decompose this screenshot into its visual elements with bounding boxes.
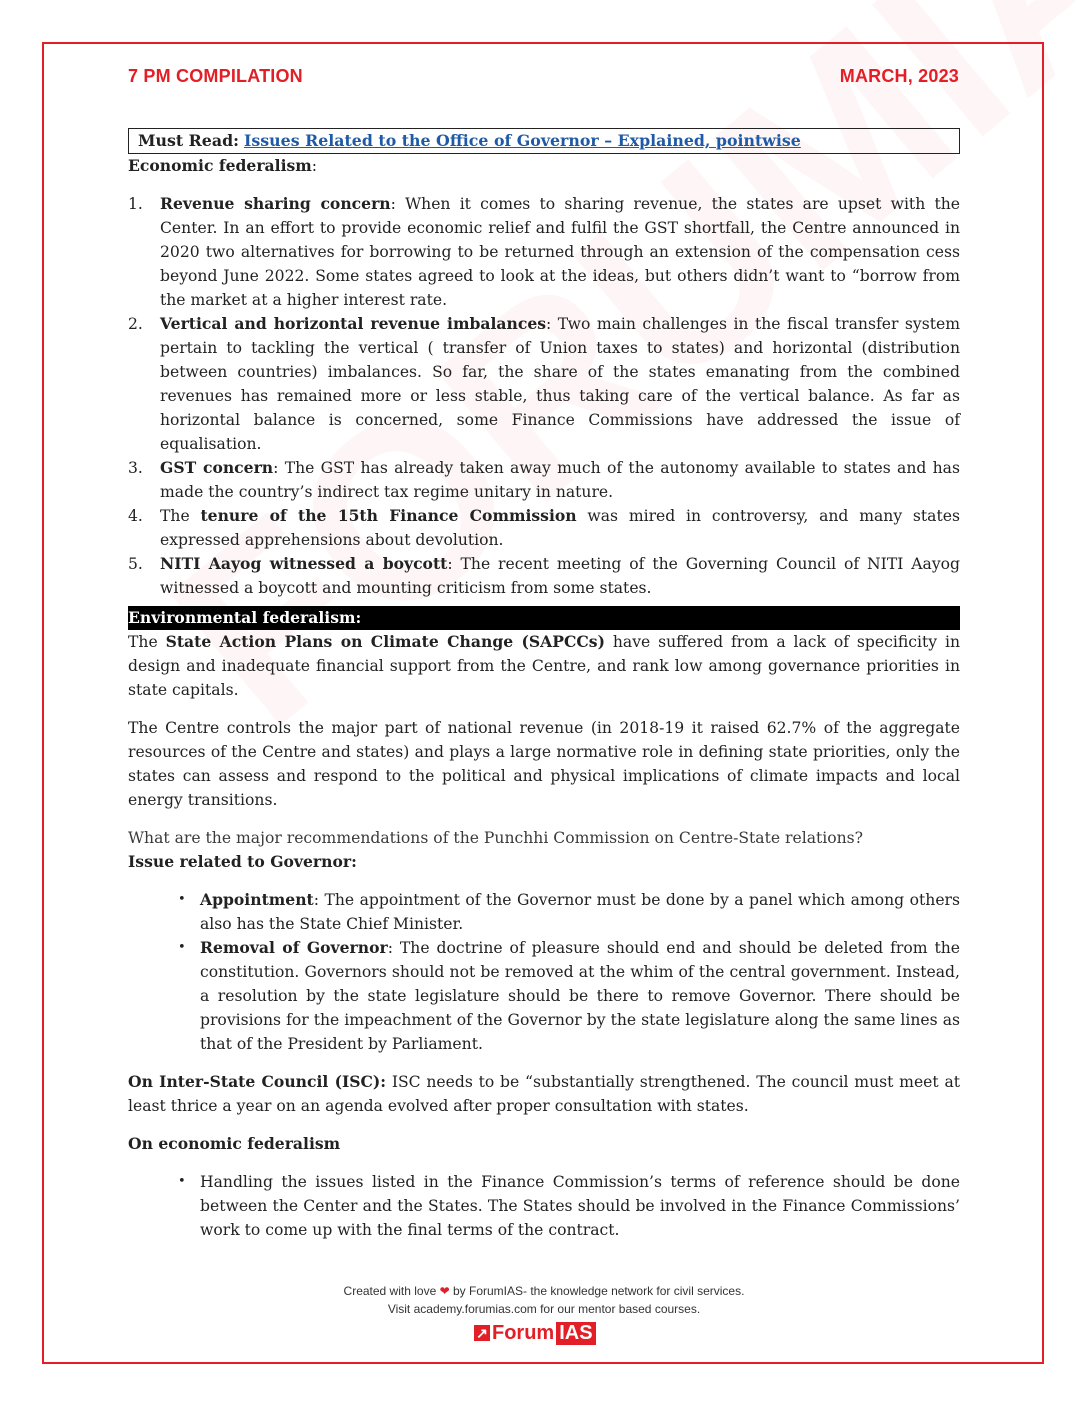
economic-federalism-heading: Economic federalism: [128, 156, 318, 175]
economic-federalism-recommendations [128, 1170, 960, 1242]
list-item: • Appointment: The appointment of the Governor must be done by a panel which among others also has the State Chief Minister. [178, 890, 960, 933]
punchhi-question: What are the major recommendations of the Punchhi Commission on Centre-State relations? [128, 829, 864, 847]
governor-list [128, 888, 960, 1056]
centre-revenue-paragraph: The Centre controls the major part of national revenue (in 2018-19 it raised 62.7% of the aggregate resources of the Centre and states) and plays a large normative role in defining state priorities, only the states can assess and respond to the political and physical implications of climate impacts and local energy transitions. [128, 719, 960, 809]
economic-federalism-list [128, 192, 960, 600]
page-content [128, 128, 960, 1242]
forumias-logo: ↗ Forum IAS [474, 1322, 596, 1344]
arrow-icon: ↗ [474, 1325, 490, 1341]
header-date: MARCH, 2023 [839, 66, 959, 86]
must-read-label: Must Read: [138, 131, 239, 150]
list-item: 1. Revenue sharing concern: When it comes to sharing revenue, the states are upset with the Center. In an effort to provide economic relief and fulfil the GST shortfall, the Centre announced in 2020 two alternatives for borrowing to be returned through an extension of the compensation cess beyond June 2022. Some states agreed to look at the ideas, but others didn’t want to “borrow from the market at a higher interest rate. [128, 194, 961, 309]
isc-paragraph: On Inter-State Council (ISC): ISC needs to be “substantially strengthened. The council must meet at least thrice a year on an agenda evolved after proper consultation with states. [128, 1072, 961, 1115]
governor-heading: Issue related to Governor: [128, 852, 357, 871]
economic-federalism-subheading: On economic federalism [128, 1134, 341, 1153]
must-read-link[interactable]: Issues Related to the Office of Governor – Explained, pointwise [243, 131, 801, 150]
list-item: • Handling the issues listed in the Finance Commission’s terms of reference should be done between the Center and the States. The States should be involved in the Finance Commissions’ work to come up with the final terms of the contract. [178, 1173, 960, 1239]
footer-line-2: Visit academy.forumias.com for our mentor based courses. [387, 1302, 701, 1316]
footer-line-1: Created with love ❤ by ForumIAS- the knowledge network for civil services. [343, 1284, 745, 1298]
heart-icon: ❤ [439, 1284, 450, 1298]
sapcc-paragraph: The State Action Plans on Climate Change (SAPCCs) have suffered from a lack of specificity in design and inadequate financial support from the Centre, and rank low among governance priorities in state capitals. [128, 632, 960, 699]
environmental-federalism-heading: Environmental federalism: [128, 606, 960, 630]
list-item: 2. Vertical and horizontal revenue imbalances: Two main challenges in the fiscal transfer system pertain to tackling the vertical ( transfer of Union taxes to states) and horizontal (distribution between countries) imbalances. So far, the share of the states emanating from the combined revenues has remained more or less stable, thus taking care of the vertical balance. As far as horizontal balance is concerned, some Finance Commissions have addressed the issue of equalisation. [128, 314, 960, 453]
list-item: • Removal of Governor: The doctrine of pleasure should end and should be deleted from the constitution. Governors should not be removed at the whim of the central government. Instead, a resolution by the state legislature should be there to remove Governor. There should be provisions for the impeachment of the Governor by the state legislature along the same lines as that of the President by Parliament. [178, 938, 960, 1053]
must-read-box [128, 128, 960, 154]
list-item: 4. The tenure of the 15th Finance Commission was mired in controversy, and many states expressed apprehensions about devolution. [128, 506, 960, 549]
header-title: 7 PM COMPILATION [128, 66, 303, 86]
list-item: 5. NITI Aayog witnessed a boycott: The recent meeting of the Governing Council of NITI Aayog witnessed a boycott and mounting criticism from some states. [128, 554, 960, 597]
list-item: 3. GST concern: The GST has already taken away much of the autonomy available to states and has made the country’s indirect tax regime unitary in nature. [128, 458, 960, 501]
